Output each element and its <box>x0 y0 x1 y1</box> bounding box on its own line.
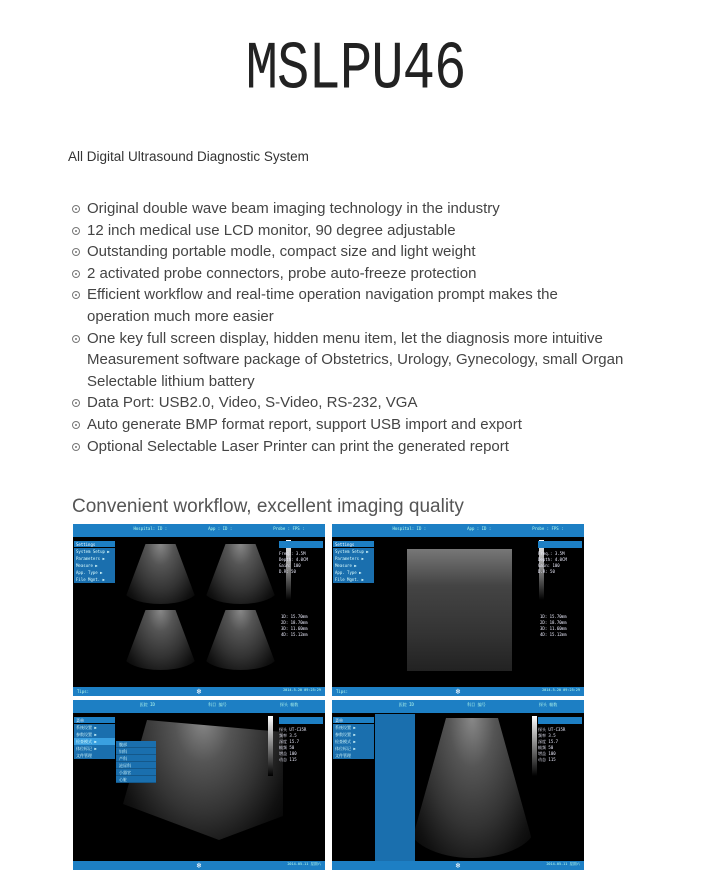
measurement-list: 1D: 15.70mm 2D: 18.70mm 3D: 11.60mm 4D: 15.12mm <box>281 614 308 637</box>
ultrasound-screenshot-linear <box>332 524 584 696</box>
bullet-icon <box>72 335 80 343</box>
menu-item: File Mgnt. ▶ <box>74 576 115 583</box>
feature-item <box>72 414 623 436</box>
param-panel: 探头 UT-C35R 频率 3.5 深度 15.7 帧频 50 增益 100 动态 115 <box>279 717 323 763</box>
bullet-icon <box>72 270 80 278</box>
cn-menu: 菜单 系统设置 ▶ 参数设置 ▶ 检查模式 ▶ 体位标记 ▶ 文件管理 <box>333 717 374 759</box>
header-app: App : ID : <box>208 526 233 531</box>
screen-footer: Tips: ❄ 2014-5-20 09:25:29 <box>73 687 325 696</box>
menu-item: Measure ▶ <box>74 562 115 569</box>
feature-text: operation much more easier <box>87 307 274 325</box>
screen-header: Hospital: ID : App : ID : Probe : FPS : <box>332 524 584 537</box>
feature-text: Measurement software package of Obstetrics, Urology, Gynecology, small Organ <box>87 351 624 369</box>
feature-text: One key full screen display, hidden menu item, let the diagnosis more intuitive <box>87 329 603 347</box>
feature-text: Selectable lithium battery <box>87 372 255 390</box>
freeze-icon: ❄ <box>196 861 202 870</box>
exam-mode-submenu: 腹部 妇科 产科 泌尿科 小器官 心脏 <box>116 741 156 783</box>
feature-text: Data Port: USB2.0, Video, S-Video, RS-232, VGA <box>87 394 418 412</box>
feature-text: Efficient workflow and real-time operation navigation prompt makes the <box>87 286 558 304</box>
screen-footer: ❄ 2014-05-11 星期六 <box>332 861 584 870</box>
feature-text: Outstanding portable modle, compact size and light weight <box>87 243 476 261</box>
grayscale-bar <box>532 716 537 776</box>
feature-item <box>72 263 623 285</box>
feature-text: Original double wave beam imaging technology in the industry <box>87 200 500 217</box>
screen-footer: Tips: ❄ 2014-5-20 09:25:29 <box>332 687 584 696</box>
ultrasound-image <box>123 544 198 604</box>
bullet-icon <box>72 205 80 213</box>
settings-menu <box>74 541 115 583</box>
ultrasound-image <box>203 544 278 604</box>
bullet-icon <box>72 399 80 407</box>
feature-text: 12 inch medical use LCD monitor, 90 degree adjustable <box>87 221 456 239</box>
feature-item <box>72 198 623 220</box>
menu-item: App. Type ▶ <box>74 569 115 576</box>
product-title: MSLPU46 <box>245 32 466 109</box>
freeze-icon: ❄ <box>455 861 461 870</box>
header-hospital: Hospital: ID : <box>133 526 168 531</box>
ultrasound-image <box>407 718 537 858</box>
freeze-icon: ❄ <box>455 687 461 696</box>
param-panel: 探头 UT-C35R 频率 3.5 深度 15.7 帧频 50 增益 100 动态 115 <box>538 717 582 763</box>
header-probe: Probe : FPS : <box>273 526 305 531</box>
settings-menu: Settings System Setup ▶ Parameters ▶ Measure ▶ App. Type ▶ File Mgnt. ▶ <box>333 541 374 583</box>
ultrasound-screenshot-quad <box>73 524 325 696</box>
grayscale-bar <box>268 716 273 776</box>
freeze-icon: ❄ <box>196 687 202 696</box>
screen-header: 医院 ID 科目 编号 探头 帧数 <box>332 700 584 713</box>
feature-item <box>72 220 623 242</box>
ultrasound-image <box>407 549 512 671</box>
feature-text: Optional Selectable Laser Printer can print the generated report <box>87 437 509 455</box>
section-title: Convenient workflow, excellent imaging quality <box>72 496 464 517</box>
ultrasound-image <box>123 610 198 670</box>
feature-list <box>72 198 623 457</box>
measurement-list: 1D: 15.70mm 2D: 18.70mm 3D: 11.60mm 4D: 15.12mm <box>540 614 567 637</box>
bullet-icon <box>72 291 80 299</box>
bullet-icon <box>72 443 80 451</box>
screen-footer: ❄ 2014-05-11 星期六 <box>73 861 325 870</box>
bullet-icon <box>72 227 80 235</box>
param-submenu <box>375 714 415 864</box>
ultrasound-screenshot-obstetric <box>332 700 584 870</box>
screen-header: 医院 ID 科目 编号 探头 帧数 <box>73 700 325 713</box>
feature-text: Auto generate BMP format report, support USB import and export <box>87 415 522 433</box>
feature-item <box>72 436 623 458</box>
param-panel: Freq.: 3.5M Depth: 4.0CM Gain: 100 D.R: 50 <box>279 541 323 575</box>
param-panel: Freq.: 3.5M Depth: 4.0CM Gain: 100 D.R: 50 <box>538 541 582 575</box>
feature-item <box>72 241 623 263</box>
feature-item <box>72 392 623 414</box>
bullet-icon <box>72 421 80 429</box>
product-subtitle: All Digital Ultrasound Diagnostic System <box>68 149 309 164</box>
menu-item: Parameters ▶ <box>74 555 115 562</box>
menu-title: Settings <box>74 541 115 547</box>
feature-text: 2 activated probe connectors, probe auto-freeze protection <box>87 264 477 282</box>
feature-item <box>72 328 623 393</box>
cn-menu: 菜单 系统设置 ▶ 参数设置 ▶ 检查模式 ▶ 体位标记 ▶ 文件管理 <box>74 717 115 759</box>
menu-item: System Setup ▶ <box>74 548 115 555</box>
screen-header <box>73 524 325 537</box>
ultrasound-image <box>203 610 278 670</box>
bullet-icon <box>72 248 80 256</box>
ultrasound-screenshot-kidney <box>73 700 325 870</box>
feature-item <box>72 284 623 327</box>
